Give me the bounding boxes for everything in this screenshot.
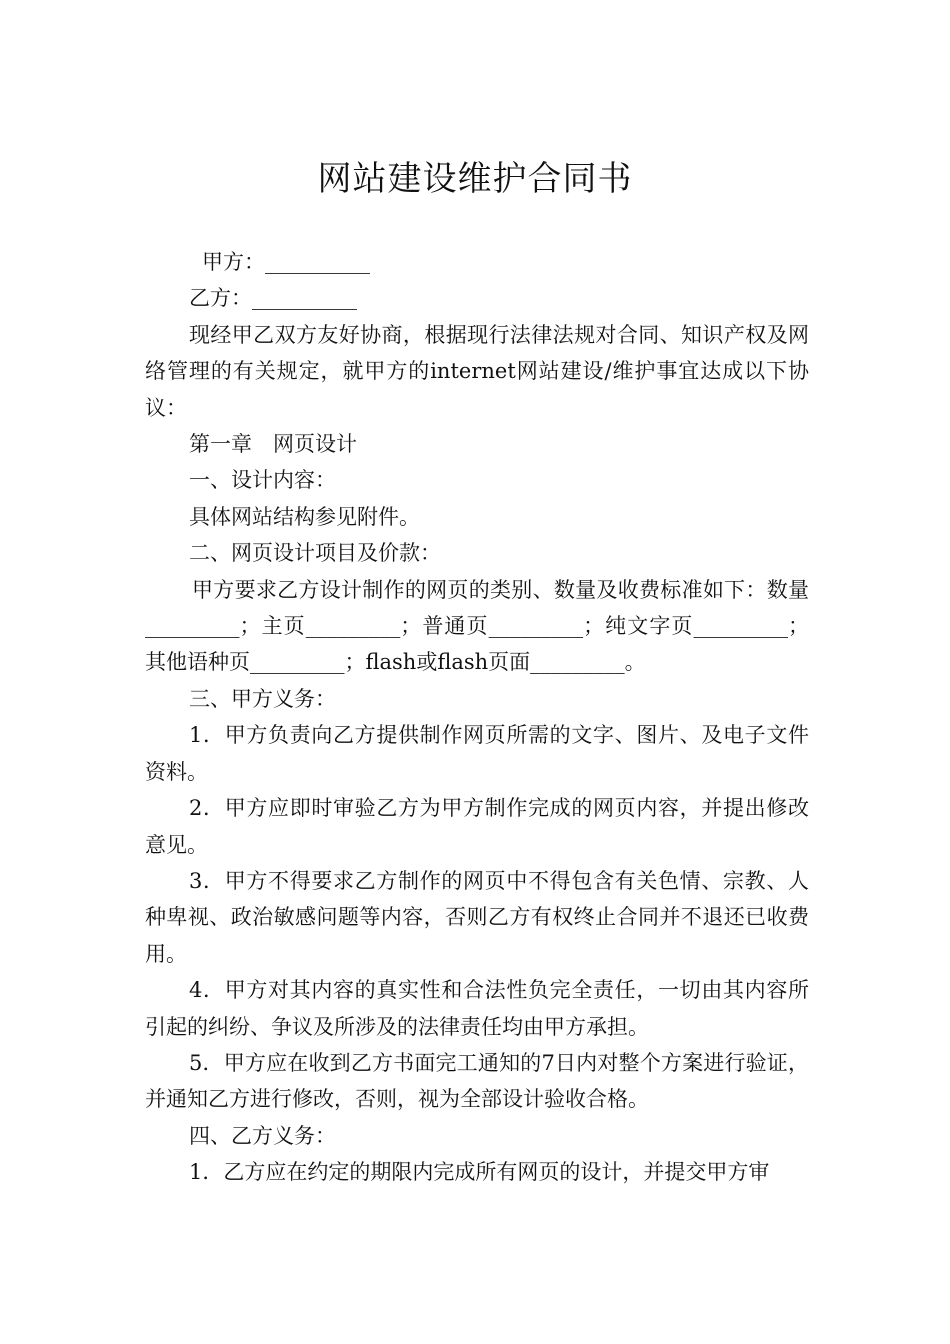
clause-item: 4．甲方对其内容的真实性和合法性负完全责任，一切由其内容所引起的纠纷、争议及所涉及的法律责任均由甲方承担。 — [145, 978, 809, 1039]
paragraph: 具体网站结构参见附件。 — [189, 504, 420, 529]
section-heading: 四、乙方义务： — [189, 1123, 336, 1148]
party-a-line: 甲方：__________ — [202, 250, 370, 274]
section-heading: 三、甲方义务： — [189, 686, 336, 711]
clause-item: 5．甲方应在收到乙方书面完工通知的7日内对整个方案进行验证，并通知乙方进行修改，否则，视为全部设计验收合格。 — [145, 1050, 809, 1112]
document-title: 网站建设维护合同书 — [317, 158, 633, 199]
preamble-paragraph: 现经甲乙双方友好协商，根据现行法律法规对合同、知识产权及网络管理的有关规定，就甲方的internet网站建设/维护事宜达成以下协议： — [145, 322, 809, 420]
section-heading: 一、设计内容： — [189, 468, 336, 493]
document-body — [145, 244, 809, 1191]
section-heading: 二、网页设计项目及价款： — [189, 541, 441, 566]
fee-paragraph: 甲方要求乙方设计制作的网页的类别、数量及收费标准如下：数量_________；主页_________；普通页_________；纯文字页_________；其他语种页_________；flash或flash页面_________。 — [145, 577, 809, 675]
clause-item: 1．甲方负责向乙方提供制作网页所需的文字、图片、及电子文件资料。 — [145, 723, 809, 784]
chapter-heading: 第一章 网页设计 — [189, 432, 357, 457]
party-b-line: 乙方：__________ — [189, 286, 357, 311]
clause-item: 1．乙方应在约定的期限内完成所有网页的设计，并提交甲方审 — [189, 1160, 770, 1185]
clause-item: 3．甲方不得要求乙方制作的网页中不得包含有关色情、宗教、人种卑视、政治敏感问题等内容，否则乙方有权终止合同并不退还已收费用。 — [145, 868, 809, 966]
clause-item: 2．甲方应即时审验乙方为甲方制作完成的网页内容，并提出修改意见。 — [145, 796, 809, 857]
